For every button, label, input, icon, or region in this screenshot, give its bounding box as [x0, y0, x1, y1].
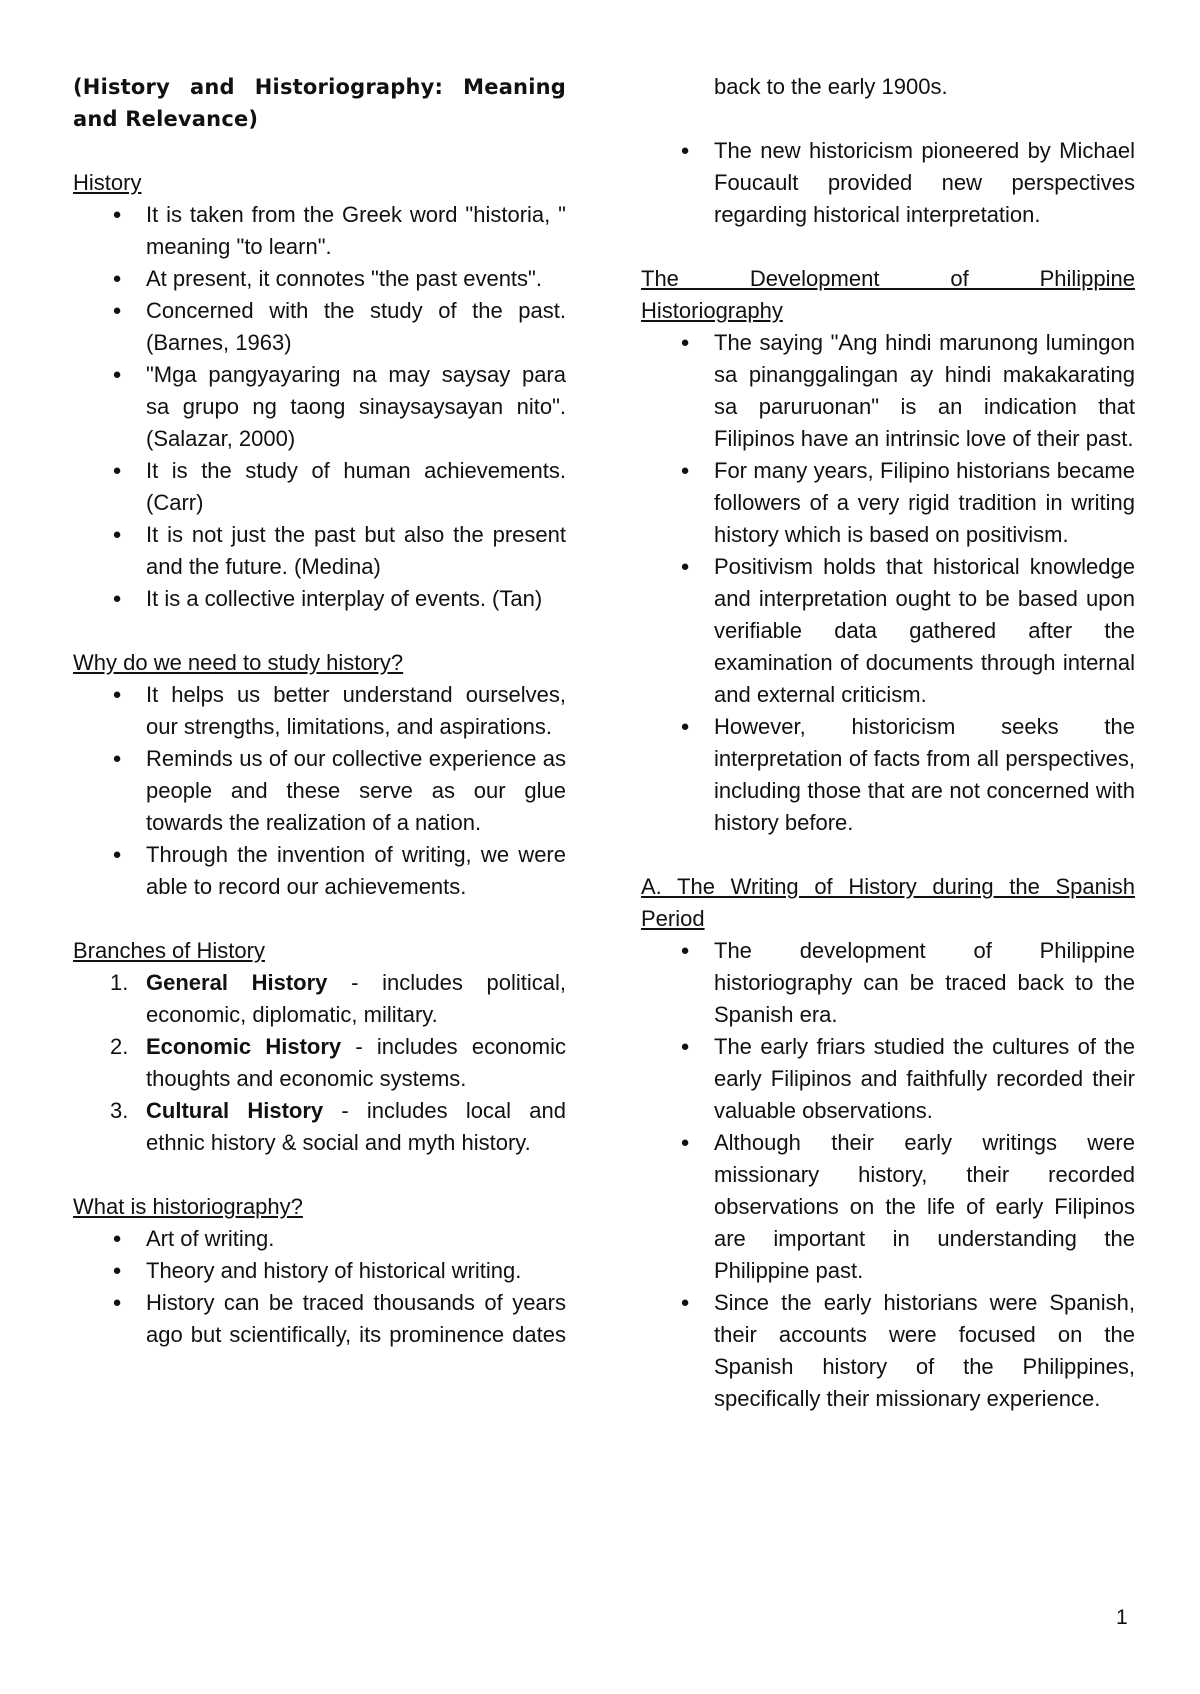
- bullet-icon: ●: [680, 1134, 690, 1151]
- page-number: 1: [1116, 1606, 1128, 1629]
- section-heading-historiography: What is historiography?: [73, 1194, 303, 1219]
- bullet-icon: ●: [112, 750, 122, 767]
- bullet-icon: ●: [112, 366, 122, 383]
- list-item: ● Since the early historians were Spanish, their accounts were focused on the Spanish history of the Philippines, specifically their missionary experience.: [641, 1287, 1135, 1415]
- list-item: ● The early friars studied the cultures of the early Filipinos and faithfully recorded their valuable observations.: [641, 1031, 1135, 1127]
- bullet-icon: ●: [112, 1230, 122, 1247]
- bullet-icon: ●: [112, 686, 122, 703]
- bullet-icon: ●: [680, 142, 690, 159]
- bullet-icon: ●: [112, 1262, 122, 1279]
- list-item: ● Although their early writings were missionary history, their recorded observations on the life of early Filipinos are important in understanding the Philippine past.: [641, 1127, 1135, 1287]
- bullet-icon: ●: [112, 270, 122, 287]
- list-item: 3. Cultural History - includes local and ethnic history & social and myth history.: [110, 1098, 566, 1155]
- historiography-list-continued: [641, 71, 1135, 231]
- bullet-icon: ●: [112, 526, 122, 543]
- list-item: ● Reminds us of our collective experience as people and these serve as our glue towards the realization of a nation.: [73, 743, 566, 839]
- history-list: [73, 199, 566, 615]
- bullet-icon: ●: [680, 334, 690, 351]
- list-item: ● It is not just the past but also the present and the future. (Medina): [73, 519, 566, 583]
- right-column: [641, 71, 1135, 1415]
- bullet-icon: ●: [112, 206, 122, 223]
- list-item: ● It is the study of human achievements. (Carr): [73, 455, 566, 519]
- list-item: 2. Economic History - includes economic thoughts and economic systems.: [110, 1034, 566, 1091]
- bullet-icon: ●: [680, 942, 690, 959]
- list-item: ● At present, it connotes "the past events".: [73, 263, 566, 295]
- list-item: ● It is taken from the Greek word "historia, " meaning "to learn".: [73, 199, 566, 263]
- bullet-icon: ●: [112, 462, 122, 479]
- list-item: ● The saying "Ang hindi marunong lumingon sa pinanggalingan ay hindi makakarating sa paruruonan" is an indication that Filipinos have an intrinsic love of their past.: [641, 327, 1135, 455]
- list-item: ● History can be traced thousands of years ago but scientifically, its prominence dates: [73, 1287, 566, 1351]
- list-item: ● "Mga pangyayaring na may saysay para sa grupo ng taong sinaysaysayan nito". (Salazar, 2000): [73, 359, 566, 455]
- spanish-period-list: [641, 935, 1135, 1415]
- list-item: ● However, historicism seeks the interpretation of facts from all perspectives, including those that are not concerned with history before.: [641, 711, 1135, 839]
- left-column: [73, 71, 566, 1351]
- list-item: ● The development of Philippine historiography can be traced back to the Spanish era.: [641, 935, 1135, 1031]
- section-heading-development: The Development of Philippine: [641, 266, 1135, 291]
- development-list: [641, 327, 1135, 839]
- list-item-continued: [641, 71, 1135, 135]
- section-heading-branches: Branches of History: [73, 938, 265, 963]
- list-item: 1. General History - includes political, economic, diplomatic, military.: [110, 970, 566, 1027]
- list-item: ● Positivism holds that historical knowledge and interpretation ought to be based upon verifiable data gathered after the examination of documents through internal and external criticism.: [641, 551, 1135, 711]
- section-heading-development-line2: Historiography: [641, 298, 783, 323]
- bullet-icon: ●: [112, 302, 122, 319]
- historiography-list: [73, 1223, 566, 1351]
- list-item: ● For many years, Filipino historians became followers of a very rigid tradition in writing history which is based on positivism.: [641, 455, 1135, 551]
- document-title: (History and Historiography: Meaning and Relevance): [73, 75, 566, 131]
- why-study-list: [73, 679, 566, 903]
- bullet-icon: ●: [112, 846, 122, 863]
- bullet-icon: ●: [680, 1038, 690, 1055]
- section-heading-why-study: Why do we need to study history?: [73, 650, 404, 675]
- bullet-icon: ●: [680, 558, 690, 575]
- list-item: ● It helps us better understand ourselves, our strengths, limitations, and aspirations.: [73, 679, 566, 743]
- bullet-icon: ●: [680, 718, 690, 735]
- bullet-icon: ●: [680, 462, 690, 479]
- list-item: ● Through the invention of writing, we were able to record our achievements.: [73, 839, 566, 903]
- continued-text: back to the early 1900s.: [714, 74, 948, 99]
- list-item: ● Art of writing.: [73, 1223, 566, 1255]
- list-item: ● The new historicism pioneered by Michael Foucault provided new perspectives regarding historical interpretation.: [641, 135, 1135, 231]
- list-item: ● It is a collective interplay of events. (Tan): [73, 583, 566, 615]
- section-heading-spanish-period: A. The Writing of History during the Spanish Period: [641, 874, 1135, 931]
- list-item: ● Theory and history of historical writing.: [73, 1255, 566, 1287]
- list-item: ● Concerned with the study of the past. (Barnes, 1963): [73, 295, 566, 359]
- bullet-icon: ●: [112, 590, 122, 607]
- bullet-icon: ●: [680, 1294, 690, 1311]
- branches-list: [73, 967, 566, 1159]
- bullet-icon: ●: [112, 1294, 122, 1311]
- section-heading-history: History: [73, 170, 142, 195]
